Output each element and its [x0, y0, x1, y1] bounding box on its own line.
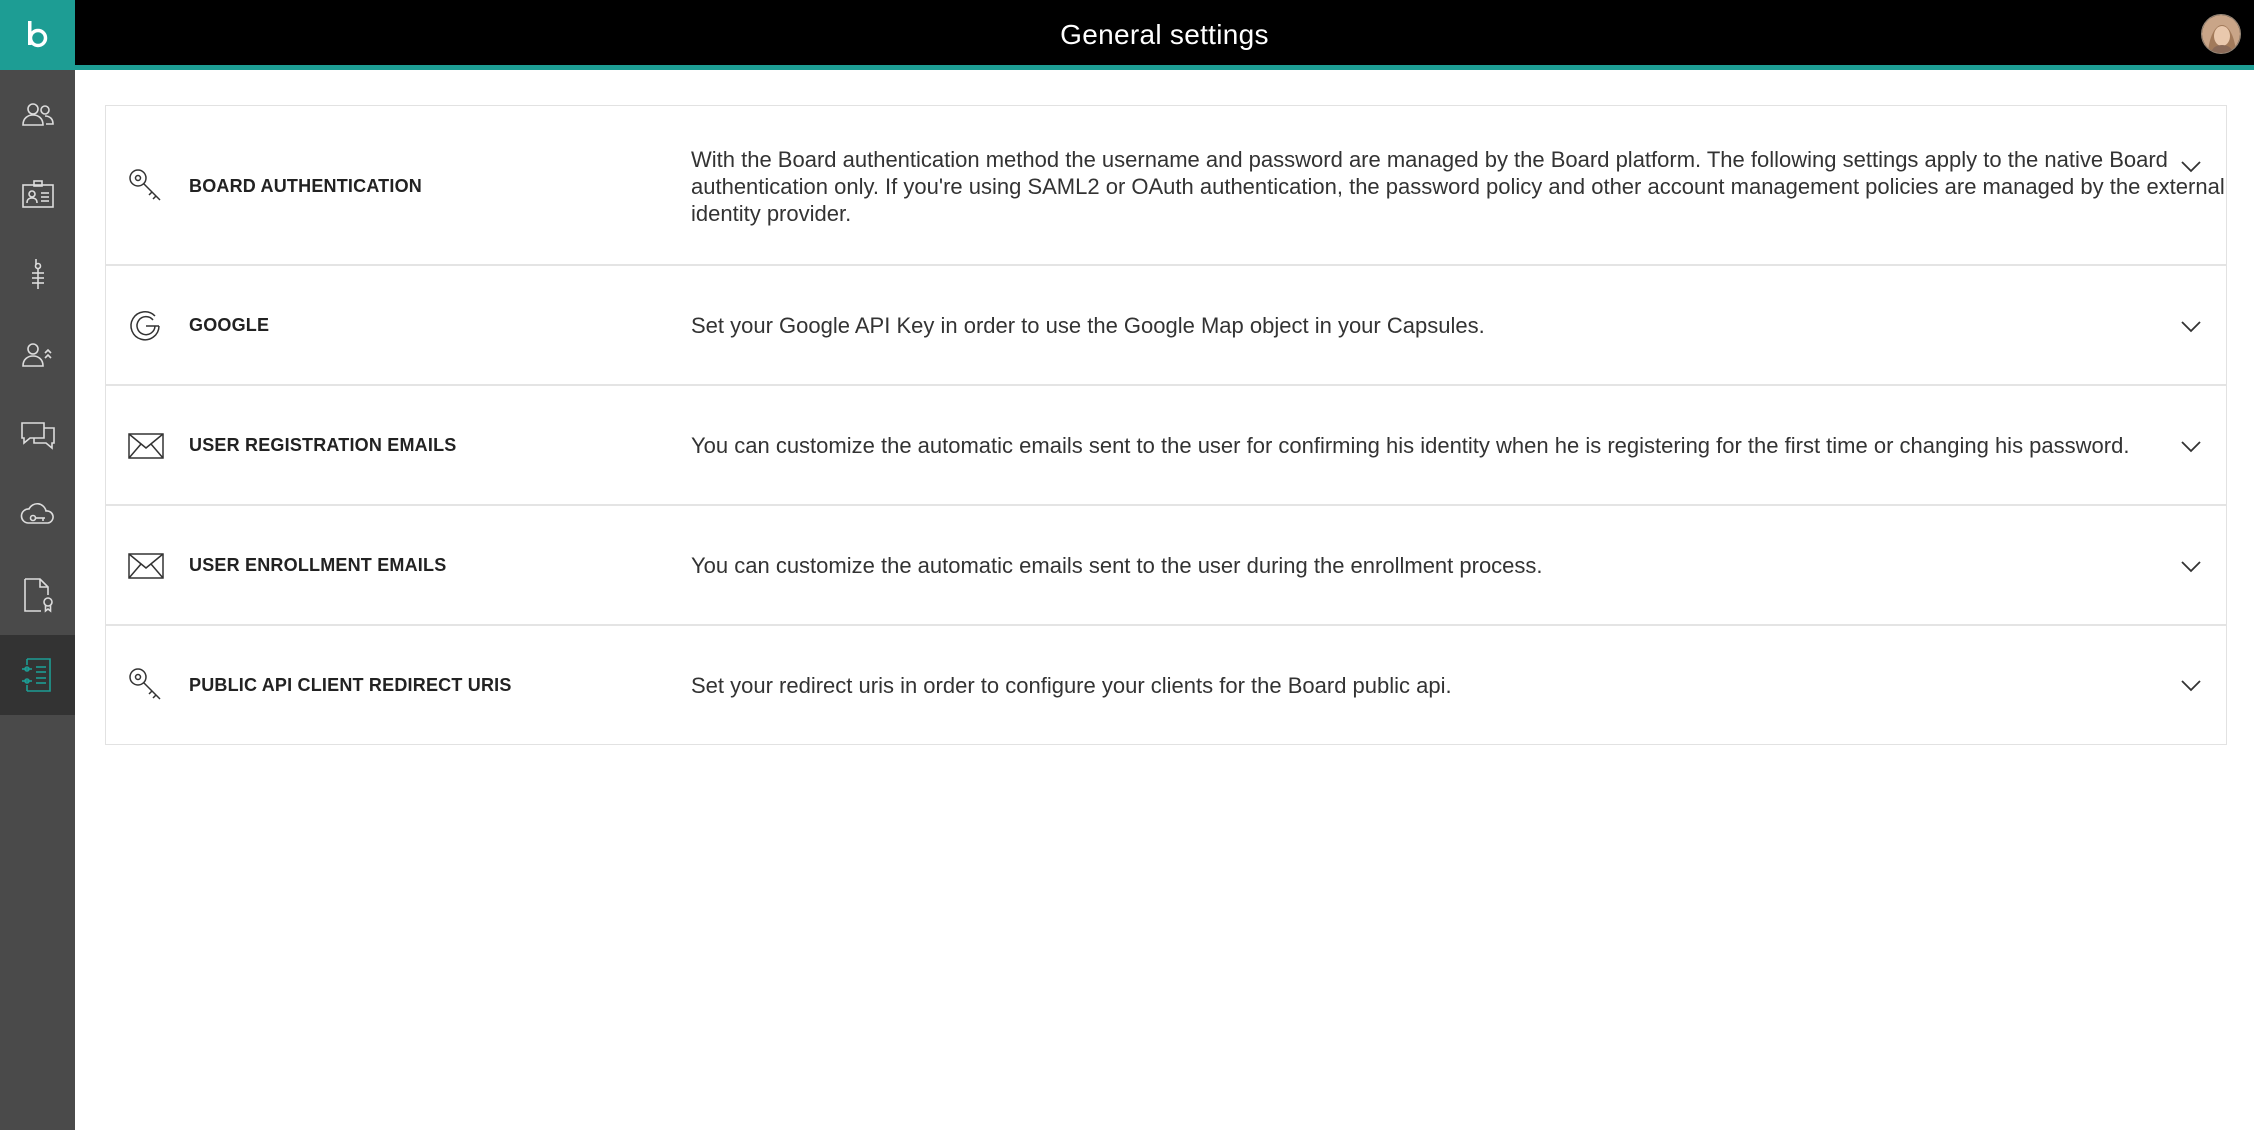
sidebar: [0, 0, 75, 1130]
users-icon: [18, 95, 58, 135]
setting-description: With the Board authentication method the username and password are managed by the Board platform. The following settings apply to the native Board authentication only. If you're using SAML2 or OAuth authentication, the password policy and other account management policies are managed by the external identity provider.: [691, 147, 2225, 226]
setting-row-user-enrollment-emails[interactable]: [106, 506, 2226, 626]
setting-description: Set your redirect uris in order to configure your clients for the Board public api.: [691, 673, 1452, 698]
setting-name: GOOGLE: [189, 315, 270, 335]
license-document-icon: [18, 575, 58, 615]
google-icon: [126, 306, 166, 346]
setting-name: BOARD AUTHENTICATION: [189, 176, 422, 196]
page-title: General settings: [1060, 19, 1269, 50]
chevron-down-icon[interactable]: [2176, 431, 2206, 461]
key-icon: [126, 166, 166, 206]
envelope-icon: [126, 426, 166, 466]
id-card-icon: [18, 175, 58, 215]
top-header: [75, 0, 2254, 70]
setting-description: You can customize the automatic emails sent to the user during the enrollment process.: [691, 553, 1543, 578]
cloud-key-icon: [18, 495, 58, 535]
envelope-icon: [126, 546, 166, 586]
sidebar-item-chat[interactable]: [0, 395, 75, 475]
settings-list-icon: [18, 655, 58, 695]
setting-name: USER REGISTRATION EMAILS: [189, 435, 457, 455]
sidebar-item-cloud-key[interactable]: [0, 475, 75, 555]
sidebar-item-settings-list[interactable]: [0, 635, 75, 715]
setting-description: You can customize the automatic emails sent to the user for confirming his identity when he is registering for the first time or changing his password.: [691, 433, 2130, 458]
setting-row-user-registration-emails[interactable]: [106, 386, 2226, 506]
setting-row-public-api-client-redirect-uris[interactable]: [106, 626, 2226, 744]
sidebar-item-board-tree[interactable]: [0, 235, 75, 315]
user-avatar[interactable]: [2201, 14, 2241, 54]
chevron-down-icon[interactable]: [2176, 151, 2206, 181]
chat-icon: [18, 415, 58, 455]
setting-name: PUBLIC API CLIENT REDIRECT URIS: [189, 675, 512, 695]
setting-row-board-authentication[interactable]: [106, 106, 2226, 266]
board-logo[interactable]: [0, 0, 75, 70]
sidebar-item-license[interactable]: [0, 555, 75, 635]
chevron-down-icon[interactable]: [2176, 311, 2206, 341]
setting-description: Set your Google API Key in order to use the Google Map object in your Capsules.: [691, 313, 1485, 338]
chevron-down-icon[interactable]: [2176, 551, 2206, 581]
board-logo-icon: [24, 18, 52, 52]
key-icon: [126, 665, 166, 705]
user-upgrade-icon: [18, 335, 58, 375]
settings-panel: [105, 105, 2227, 745]
setting-row-google[interactable]: [106, 266, 2226, 386]
setting-name: USER ENROLLMENT EMAILS: [189, 555, 447, 575]
sidebar-item-id-card[interactable]: [0, 155, 75, 235]
avatar-image: [2202, 15, 2241, 54]
chevron-down-icon[interactable]: [2176, 670, 2206, 700]
board-tree-icon: [18, 255, 58, 295]
sidebar-item-user-upgrade[interactable]: [0, 315, 75, 395]
sidebar-item-users[interactable]: [0, 75, 75, 155]
